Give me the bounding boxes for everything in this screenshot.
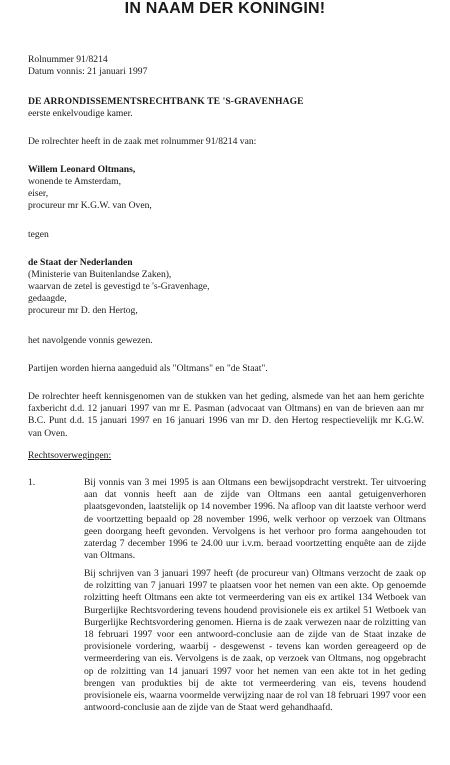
parties-line: Partijen worden hierna aangeduid als "Oltmans" en "de Staat". [28,363,268,374]
plaintiff-role: eiser, [28,188,49,199]
document-heading: IN NAAM DER KONINGIN! [124,0,326,17]
verdict-line: het navolgende vonnis gewezen. [28,335,153,346]
verdict-date: Datum vonnis: 21 januari 1997 [28,66,148,77]
rolnummer: Rolnummer 91/8214 [28,54,108,65]
defendant-counsel: procureur mr D. den Hertog, [28,305,138,316]
plaintiff-residence: wonende te Amsterdam, [28,176,121,187]
defendant-role: gedaagde, [28,293,67,304]
section-title: Rechtsoverwegingen: [28,450,112,461]
defendant-seat: waarvan de zetel is gevestigd te 's-Gravenhage, [28,281,210,292]
notice-paragraph: De rolrechter heeft kennisgenomen van de stukken van het geding, alsmede van het aan hem gerichte faxbericht d.d. 12 januari 1997 van mr E. Pasman (advocaat van Oltmans) en van de brieven aan mr B.C. Punt d.d. 15 januari 1997 en 16 januari 1996 van mr D. den Hertog respectievelijk mr K.G.W. van Oven. [28,391,424,439]
plaintiff-counsel: procureur mr K.G.W. van Oven, [28,200,152,211]
plaintiff-name: Willem Leonard Oltmans, [28,164,136,175]
consideration-number: 1. [28,477,36,488]
consideration-paragraph: Bij schrijven van 3 januari 1997 heeft (de procureur van) Oltmans verzocht de zaak op de rolzitting van 7 januari 1997 te plaatsen voor het nemen van een akte. Op genoemde rolzitting heeft Oltmans een akte tot vermeerdering van eis ex artikel 134 Wetboek van Burgerlijke Rechtsvordering tevens houdend provisionele eis ex artikel 51 Wetboek van Burgerlijke Rechtsvordering genomen. Hierna is de zaak verwezen naar de rolzitting van 18 februari 1997 voor een antwoord-conclusie aan de zijde van de Staat inzake de provisionele vordering, waarbij - desgewenst - tevens kan worden gereageerd op de vermeerdering van eis. Vervolgens is de zaak, op verzoek van Oltmans, nog opgebracht op de rolzitting van 14 januari 1997 voor het nemen van een akte tot in het geding brengen van produkties bij de akte tot vermeerdering van eis, tevens houdend provisionele eis, waarna voormelde verwijzing naar de rol van 18 februari 1997 voor een antwoord-conclusie aan de zijde van de Staat werd gehandhaafd. [84,568,426,714]
defendant-name: de Staat der Nederlanden [28,257,133,268]
intro-line: De rolrechter heeft in de zaak met rolnummer 91/8214 van: [28,136,257,147]
court-chamber: eerste enkelvoudige kamer. [28,108,133,119]
consideration-paragraph: Bij vonnis van 3 mei 1995 is aan Oltmans een bewijsopdracht verstrekt. Ter uitvoering aan dat vonnis heeft aan de zijde van Oltmans een aantal getuigenverhoren plaatsgevonden, laatstelijk op 14 november 1996. Na afloop van dit laatste verhoor werd de voortzetting bepaald op 28 november 1996, welk verhoor op verzoek van Oltmans geen doorgang heeft gevonden. Vervolgens is het verhoor pro forma aangehouden tot zaterdag 7 december 1996 te 24.00 uur i.v.m. beraad voortzetting enquête aan de zijde van Oltmans. [84,477,426,562]
defendant-ministry: (Ministerie van Buitenlandse Zaken), [28,269,172,280]
court-name: DE ARRONDISSEMENTSRECHTBANK TE 'S-GRAVENHAGE [28,96,304,107]
versus-line: tegen [28,229,49,240]
